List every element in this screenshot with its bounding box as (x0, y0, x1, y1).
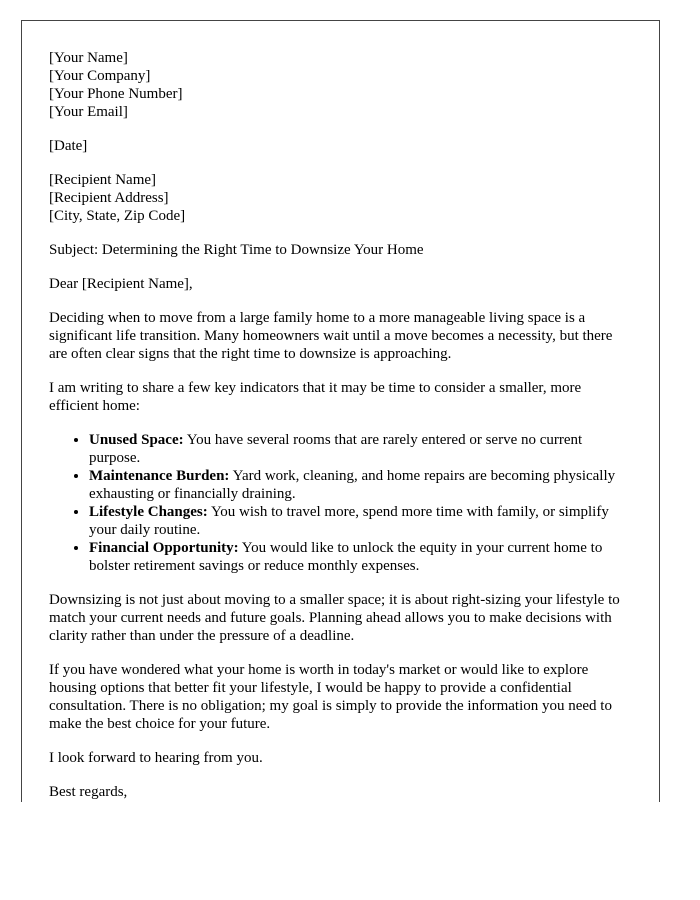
consultation-paragraph: If you have wondered what your home is worth in today's market or would like to explore housing options that better fit your lifestyle, I would be happy to provide a confidential consultation. There is no obligation; my goal is simply to provide the information you need to make the best choice for your future. (49, 662, 612, 732)
recipient-address: [Recipient Address] (49, 190, 169, 206)
list-item (89, 431, 634, 467)
sender-company: [Your Company] (49, 68, 151, 84)
recipient-name: [Recipient Name] (49, 172, 157, 188)
sender-phone: [Your Phone Number] (49, 86, 183, 102)
list-item (89, 467, 634, 503)
list-item (89, 503, 634, 539)
indicator-text: You have several rooms that are rarely entered or serve no current purpose. (89, 432, 583, 466)
right-sizing-paragraph: Downsizing is not just about moving to a smaller space; it is about right-sizing your lifestyle to match your current needs and future goals. Planning ahead allows you to make decisions with clarity rather than under the pressure of a deadline. (49, 592, 620, 644)
indicator-text: Yard work, cleaning, and home repairs are becoming physically exhausting or financially draining. (89, 468, 616, 502)
sender-block (49, 49, 634, 121)
list-item (89, 539, 634, 575)
indicator-text: You would like to unlock the equity in your current home to bolster retirement savings or reduce monthly expenses. (89, 540, 603, 574)
sign-off: Best regards, (49, 784, 128, 800)
indicator-term: Financial Opportunity: (89, 540, 239, 556)
indicator-term: Lifestyle Changes: (89, 504, 208, 520)
letter-page (21, 20, 660, 802)
intro-paragraph: Deciding when to move from a large family home to a more manageable living space is a significant life transition. Many homeowners wait until a move becomes a necessity, but there are often clear signs that the right time to downsize is approaching. (49, 310, 613, 362)
closing-line: I look forward to hearing from you. (49, 750, 263, 766)
date-block (49, 137, 634, 155)
salutation: Dear [Recipient Name], (49, 276, 193, 292)
recipient-city-state-zip: [City, State, Zip Code] (49, 208, 186, 224)
sender-email: [Your Email] (49, 104, 128, 120)
indicator-term: Unused Space: (89, 432, 184, 448)
sender-name: [Your Name] (49, 50, 128, 66)
subject-line: Subject: Determining the Right Time to Downsize Your Home (49, 242, 424, 258)
indicator-list (49, 431, 634, 575)
letter-date: [Date] (49, 138, 88, 154)
indicators-lead-paragraph: I am writing to share a few key indicators that it may be time to consider a smaller, more efficient home: (49, 380, 582, 414)
indicator-text: You wish to travel more, spend more time with family, or simplify your daily routine. (89, 504, 609, 538)
letter-content (49, 49, 634, 802)
indicator-term: Maintenance Burden: (89, 468, 230, 484)
recipient-block (49, 171, 634, 225)
